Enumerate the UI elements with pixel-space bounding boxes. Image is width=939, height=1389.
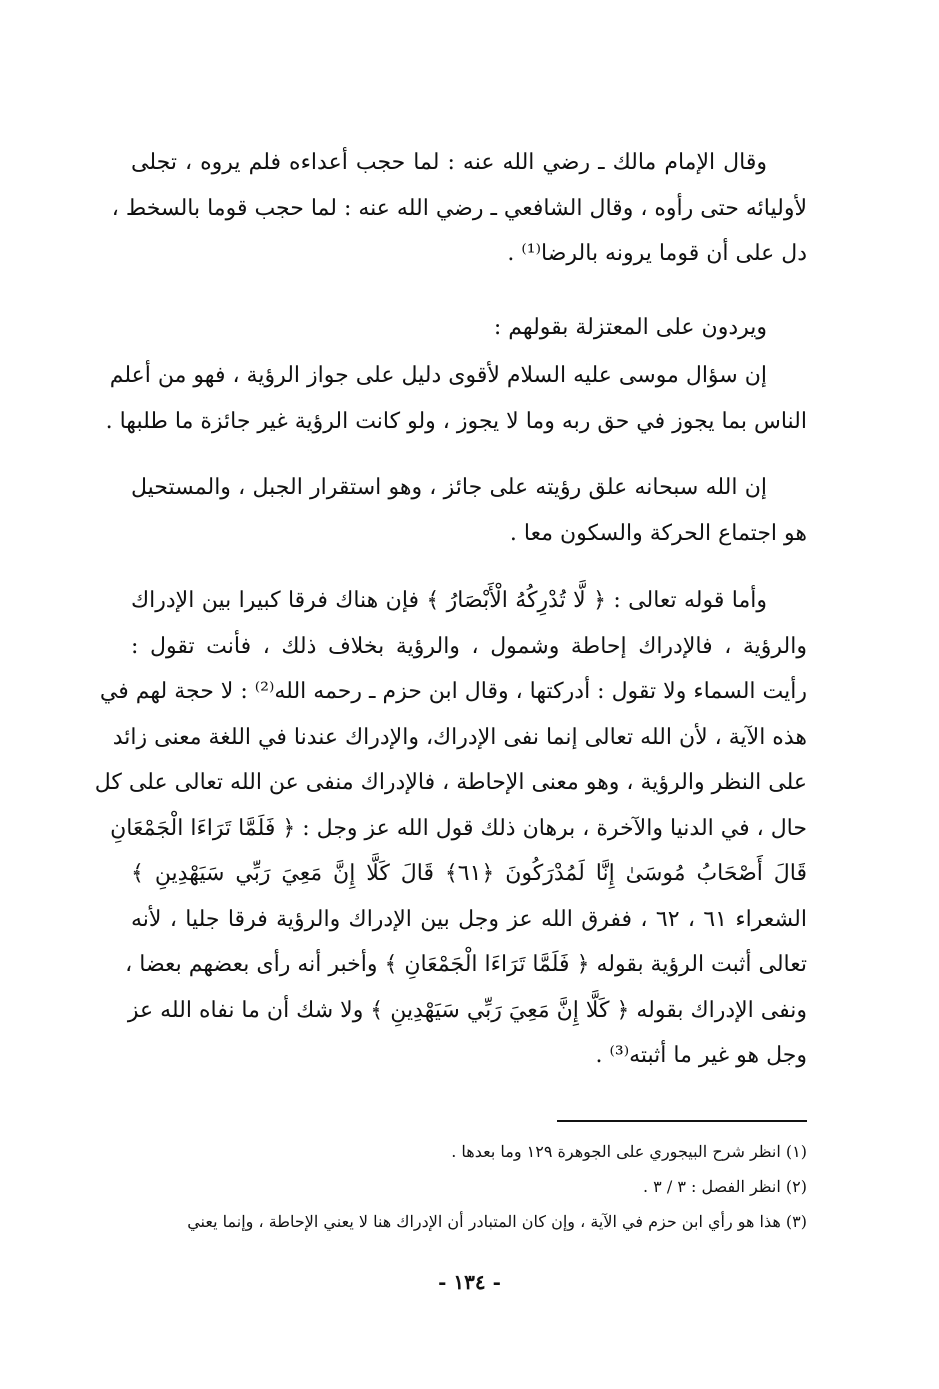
main-text-4 (131, 465, 807, 556)
footnote-divider (557, 1120, 807, 1122)
paragraph-2 (131, 305, 807, 351)
footnotes (131, 1134, 807, 1239)
footnote-1: (١) انظر شرح البيجوري على الجوهرة ١٢٩ وما بعدها . (451, 1142, 807, 1161)
paragraph-4 (131, 465, 807, 556)
footnote-2: (٢) انظر الفصل : ٣ / ٣ . (643, 1177, 807, 1196)
text-line: هذه الآية ، لأن الله تعالى إنما نفى الإدراك، والإدراك عندنا في اللغة معنى زائد (112, 724, 807, 750)
paragraph-3 (105, 353, 807, 444)
main-text-5 (94, 578, 807, 1079)
text-line: ونفى الإدراك بقوله ﴿ كَلَّا إِنَّ مَعِيَ رَبِّي سَيَهْدِينِ ﴾ ولا شك أن ما نفاه الله عز (127, 997, 807, 1023)
text-line: حال ، في الدنيا والآخرة ، برهان ذلك قول الله عز وجل : ﴿ فَلَمَّا تَرَاءَا الْجَمْعَانِ (110, 815, 807, 841)
paragraph-5 (94, 578, 807, 1079)
text-line: وجل هو غير ما أثبته⁽³⁾ . (595, 1043, 807, 1068)
text-line: لأوليائه حتى رأوه ، وقال الشافعي ـ رضي الله عنه : لما حجب قوما بالسخط ، (111, 195, 807, 221)
text-line: الشعراء ٦١ ، ٦٢ ، ففرق الله عز وجل بين الإدراك والرؤية فرقا جليا ، لأنه (131, 906, 807, 932)
page-number: - ١٣٤ - (438, 1270, 501, 1294)
text-line: تعالى أثبت الرؤية بقوله ﴿ فَلَمَّا تَرَاءَا الْجَمْعَانِ ﴾ وأخبر أنه رأى بعضهم بعضا ، (125, 952, 807, 977)
footnote-3: (٣) هذا هو رأي ابن حزم في الآية ، وإن كان المتبادر أن الإدراك هنا لا يعني الإحاطة ، وإنما يعني (187, 1212, 807, 1231)
text-line: ويردون على المعتزلة بقولهم : (493, 315, 767, 340)
text-line: رأيت السماء ولا تقول : أدركتها ، وقال ابن حزم ـ رحمه الله⁽²⁾ : لا حجة لهم في (99, 679, 807, 704)
text-line: وقال الإمام مالك ـ رضي الله عنه : لما حجب أعداءه فلم يروه ، تجلى (131, 150, 767, 175)
paragraph-1 (111, 140, 807, 277)
text-line: قَالَ أَصْحَابُ مُوسَىٰ إِنَّا لَمُدْرَكُونَ ﴿٦١﴾ قَالَ كَلَّا إِنَّ مَعِيَ رَبِّي سَيَهْدِينِ ﴾ (131, 861, 807, 886)
text-line: والرؤية ، فالإدراك إحاطة وشمول ، والرؤية بخلاف ذلك ، فأنت تقول : (131, 633, 807, 659)
text-line: هو اجتماع الحركة والسكون معا . (509, 520, 807, 546)
text-line: وأما قوله تعالى : ﴿ لَّا تُدْرِكُهُ الْأَبْصَارُ ﴾ فإن هناك فرقا كبيرا بين الإدراك (131, 588, 767, 613)
text-line: على النظر والرؤية ، وهو معنى الإحاطة ، فالإدراك منفى عن الله تعالى على كل (94, 770, 807, 795)
main-text-3 (105, 353, 807, 444)
text-line: إن سؤال موسى عليه السلام لأقوى دليل على جواز الرؤية ، فهو من أعلم (109, 363, 767, 388)
main-text (111, 140, 807, 277)
text-line: الناس بما يجوز في حق ربه وما لا يجوز ، ولو كانت الرؤية غير جائزة ما طلبها . (105, 408, 807, 434)
text-line: إن الله سبحانه علق رؤيته على جائز ، وهو استقرار الجبل ، والمستحيل (131, 475, 767, 500)
text-line: دل على أن قوما يرونه بالرضا⁽¹⁾ . (507, 241, 807, 266)
main-text-2 (131, 305, 807, 351)
